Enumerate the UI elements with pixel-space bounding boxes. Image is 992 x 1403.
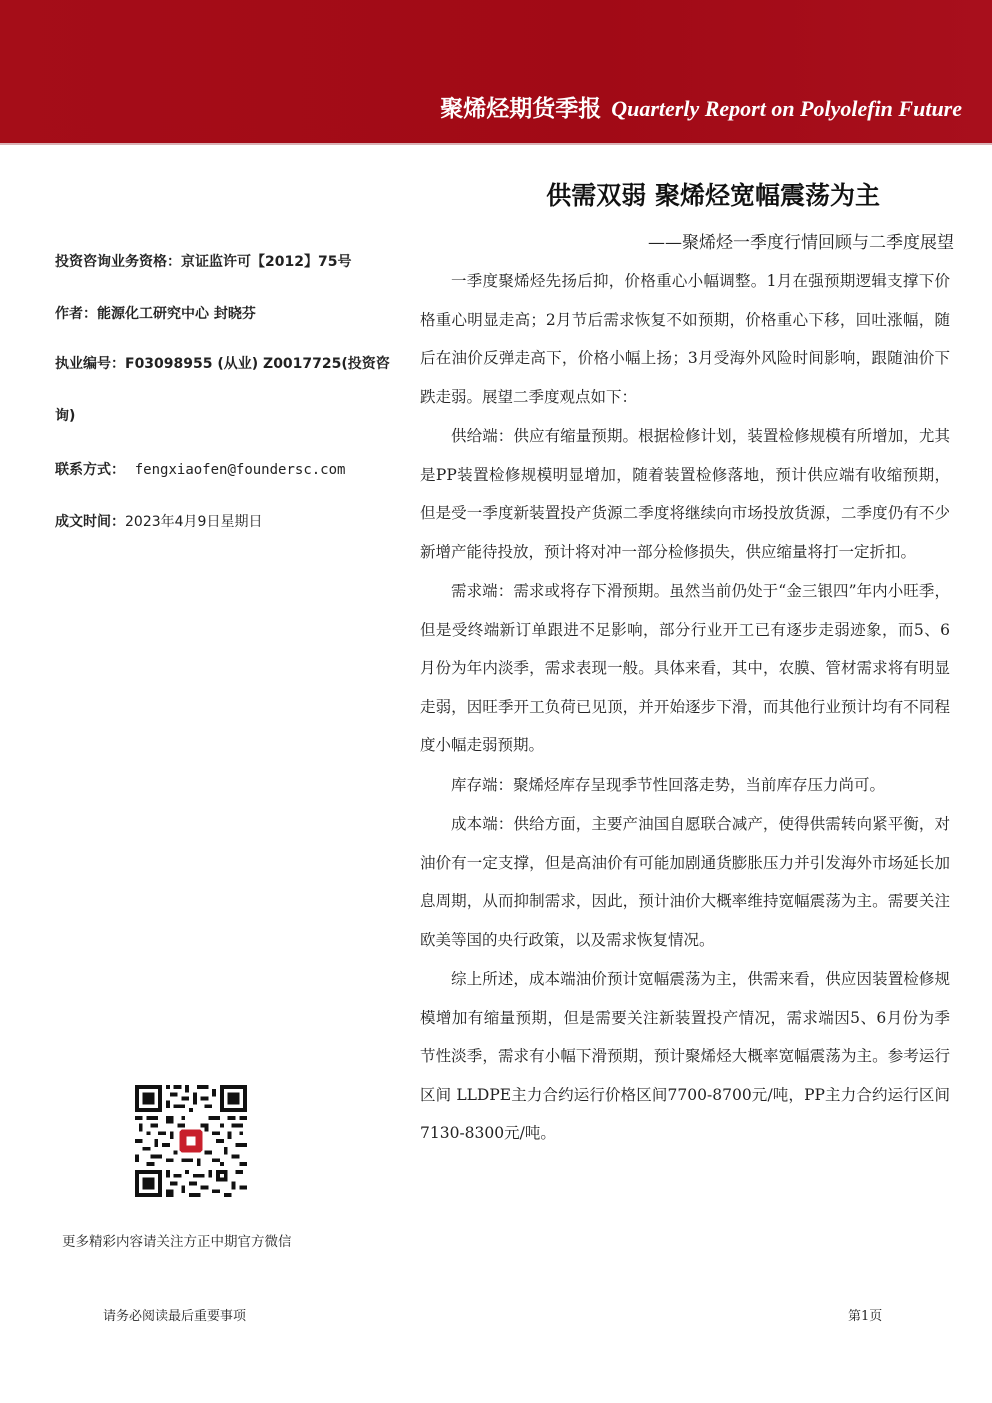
contact-line <box>55 459 395 479</box>
author-label: 作者： <box>55 306 97 322</box>
paragraph-conclusion: 综上所述，成本端油价预计宽幅震荡为主，供需来看，供应因装置检修规模增加有缩量预期，但是需要关注新装置投产情况，需求端因5、6月份为季节性淡季，需求有小幅下滑预期，预计聚烯烃大概率宽幅震荡为主。参考运行区间 LLDPE主力合约运行价格区间7700-8700元/吨，PP主力合约运行区间7130-8300元/吨。 <box>420 970 950 1142</box>
paragraph-supply: 供给端：供应有缩量预期。根据检修计划，装置检修规模有所增加，尤其是PP装置检修规模明显增加，随着装置检修落地，预计供应端有收缩预期，但是受一季度新装置投产货源二季度将继续向市场投放货源，二季度仍有不少新增产能待投放，预计将对冲一部分检修损失，供应缩量将打一定折扣。 <box>420 427 950 561</box>
license-line <box>55 338 390 442</box>
page-number: 第1页 <box>848 1309 883 1324</box>
license-value: F03098955 (从业) Z0017725(投资咨询) <box>55 356 390 424</box>
date-label: 成文时间： <box>55 514 125 530</box>
date-value: 2023年4月9日星期日 <box>125 514 263 530</box>
paragraph-cost: 成本端：供给方面，主要产油国自愿联合减产，使得供需转向紧平衡，对油价有一定支撑，但是高油价有可能加剧通货膨胀压力并引发海外市场延长加息周期，从而抑制需求，因此，预计油价大概率维持宽幅震荡为主。需要关注欧美等国的央行政策，以及需求恢复情况。 <box>420 815 950 949</box>
report-title <box>440 90 962 123</box>
paragraph-overview: 一季度聚烯烃先扬后抑，价格重心小幅调整。1月在强预期逻辑支撑下价格重心明显走高；2月节后需求恢复不如预期，价格重心下移，回吐涨幅，随后在油价反弹走高下，价格小幅上扬；3月受海外风险时间影响，跟随油价下跌走弱。展望二季度观点如下： <box>420 272 950 406</box>
paragraph-inventory: 库存端：聚烯烃库存呈现季节性回落走势，当前库存压力尚可。 <box>451 775 886 794</box>
contact-email[interactable]: fengxiaofen@foundersc.com <box>134 462 346 478</box>
qualification-line <box>55 251 395 271</box>
qr-caption: 更多精彩内容请关注方正中期官方微信 <box>62 1234 292 1250</box>
qr-code-icon[interactable] <box>135 1085 247 1197</box>
author-value: 能源化工研究中心 封晓芬 <box>97 306 256 322</box>
report-title-en: Quarterly Report on Polyolefin Future <box>611 96 962 121</box>
article-title: 供需双弱 聚烯烃宽幅震荡为主 <box>546 181 880 210</box>
contact-label: 联系方式： <box>55 462 125 478</box>
paragraph-demand: 需求端：需求或将存下滑预期。虽然当前仍处于“金三银四”年内小旺季，但是受终端新订单跟进不足影响，部分行业开工已有逐步走弱迹象，而5、6月份为年内淡季，需求表现一般。具体来看，其中，农膜、管材需求将有明显走弱，因旺季开工负荷已见顶，并开始逐步下滑，而其他行业预计均有不同程度小幅走弱预期。 <box>420 582 950 754</box>
article-subtitle: ——聚烯烃一季度行情回顾与二季度展望 <box>648 233 954 253</box>
date-line <box>55 511 395 531</box>
author-line <box>55 303 395 323</box>
header-divider <box>0 143 992 145</box>
license-label: 执业编号： <box>55 356 125 372</box>
article-body <box>420 262 950 1154</box>
qualification-value: 京证监许可【2012】75号 <box>181 254 352 270</box>
footer-disclaimer[interactable]: 请务必阅读最后重要事项 <box>103 1309 247 1324</box>
report-title-cn: 聚烯烃期货季报 <box>440 95 602 122</box>
qualification-label: 投资咨询业务资格： <box>55 254 181 270</box>
